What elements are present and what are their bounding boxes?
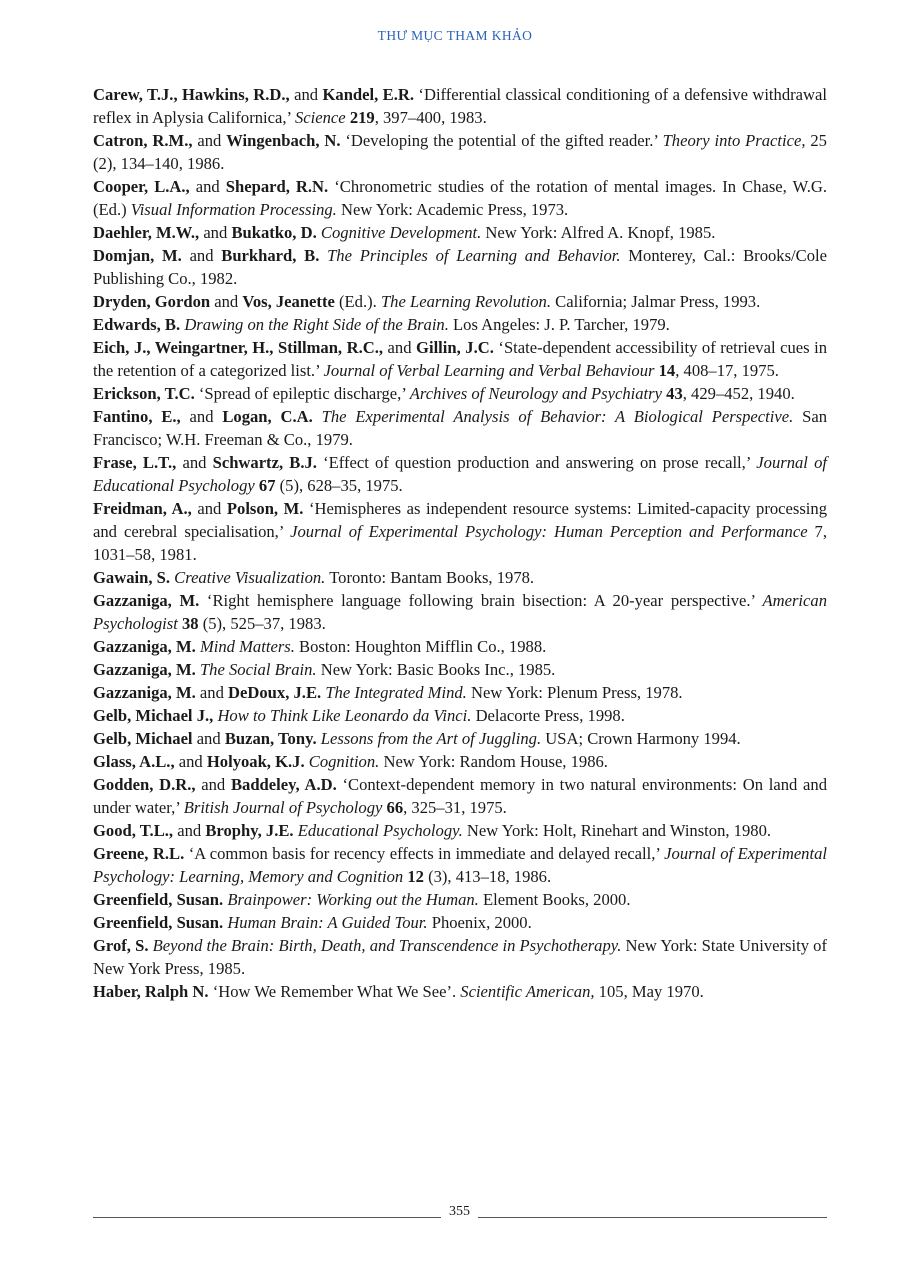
reference-entry [93, 290, 827, 313]
reference-text: and [383, 338, 417, 357]
reference-author: Edwards, B. [93, 315, 181, 334]
reference-entry [93, 635, 827, 658]
reference-text: ‘How We Remember What We See’. [208, 982, 461, 1001]
reference-author: Greene, R.L. [93, 844, 185, 863]
reference-text [313, 407, 322, 426]
reference-title: Cognition. [308, 752, 380, 771]
reference-title: Cognitive Development. [320, 223, 482, 242]
reference-entry [93, 451, 827, 497]
reference-author: Greenfield, Susan. [93, 913, 224, 932]
reference-text: (3), 413–18, 1986. [423, 867, 552, 886]
reference-entry [93, 980, 827, 1003]
reference-author: 66 [386, 798, 404, 817]
reference-entry [93, 566, 827, 589]
reference-author: Godden, D.R., [93, 775, 196, 794]
reference-author: Holyoak, K.J. [206, 752, 305, 771]
reference-text: San Francisco; W.H. Freeman & Co., 1979. [93, 407, 827, 449]
reference-text: California; Jalmar Press, 1993. [551, 292, 761, 311]
reference-text: (5), 525–37, 1983. [198, 614, 326, 633]
reference-text: , 429–452, 1940. [682, 384, 795, 403]
reference-author: Gawain, S. [93, 568, 170, 587]
reference-entry [93, 819, 827, 842]
reference-text: ‘Context-dependent memory in two natural environments: On land and under water,’ [93, 775, 827, 817]
reference-entry [93, 313, 827, 336]
reference-author: Catron, R.M., [93, 131, 193, 150]
reference-text: New York: Plenum Press, 1978. [466, 683, 683, 702]
reference-title: Brainpower: Working out the Human. [227, 890, 479, 909]
reference-text: New York: Holt, Rinehart and Winston, 1980. [462, 821, 772, 840]
reference-text: Boston: Houghton Mifflin Co., 1988. [294, 637, 547, 656]
reference-text: and [176, 453, 213, 472]
reference-author: Gillin, J.C. [416, 338, 494, 357]
reference-text: and [289, 85, 323, 104]
reference-text: and [199, 223, 232, 242]
reference-author: Frase, L.T., [93, 453, 177, 472]
reference-text: and [191, 499, 227, 518]
reference-text: (Ed.). [334, 292, 381, 311]
reference-text: Monterey, Cal.: Brooks/Cole Publishing Co., 1982. [93, 246, 827, 288]
page-footer [93, 1204, 827, 1222]
reference-author: Brophy, J.E. [205, 821, 294, 840]
reference-author: Grof, S. [93, 936, 149, 955]
reference-title: The Experimental Analysis of Behavior: A Biological Perspective. [321, 407, 794, 426]
reference-title: Beyond the Brain: Birth, Death, and Transcendence in Psychotherapy. [152, 936, 622, 955]
reference-list [93, 83, 827, 1003]
reference-author: Gazzaniga, M. [93, 660, 196, 679]
reference-text: and [189, 177, 226, 196]
footer-rule-left [93, 1217, 441, 1218]
reference-title: British Journal of Psychology [183, 798, 383, 817]
reference-entry [93, 382, 827, 405]
reference-title: Scientific American, [460, 982, 595, 1001]
reference-author: 12 [407, 867, 424, 886]
reference-title: Drawing on the Right Side of the Brain. [184, 315, 449, 334]
reference-text: Element Books, 2000. [478, 890, 631, 909]
footer-rule-right [478, 1217, 827, 1218]
reference-title: Creative Visualization. [174, 568, 326, 587]
reference-author: Erickson, T.C. [93, 384, 195, 403]
reference-title: Theory into Practice, [662, 131, 806, 150]
reference-text: and [192, 131, 227, 150]
reference-title: The Integrated Mind. [325, 683, 467, 702]
reference-entry [93, 221, 827, 244]
reference-title: The Social Brain. [199, 660, 317, 679]
reference-author: Gazzaniga, M. [93, 637, 196, 656]
reference-entry [93, 175, 827, 221]
reference-entry [93, 244, 827, 290]
reference-title: Science [294, 108, 346, 127]
reference-author: Dryden, Gordon [93, 292, 211, 311]
reference-text: Delacorte Press, 1998. [471, 706, 625, 725]
reference-entry [93, 129, 827, 175]
reference-author: Schwartz, B.J. [212, 453, 317, 472]
reference-author: DeDoux, J.E. [228, 683, 322, 702]
reference-author: Glass, A.L., [93, 752, 175, 771]
reference-author: Eich, J., Weingartner, H., Stillman, R.C., [93, 338, 384, 357]
reference-text: ‘Differential classical conditioning of a defensive withdrawal reflex in Aplysia Californica,’ [93, 85, 827, 127]
reference-title: Human Brain: A Guided Tour. [227, 913, 428, 932]
reference-text: , 408–17, 1975. [675, 361, 779, 380]
reference-title: Visual Information Processing. [130, 200, 337, 219]
reference-entry [93, 842, 827, 888]
reference-author: Burkhard, B. [221, 246, 320, 265]
reference-author: Shepard, R.N. [225, 177, 329, 196]
reference-author: 14 [658, 361, 676, 380]
reference-author: Gelb, Michael [93, 729, 193, 748]
reference-text: ‘Effect of question production and answering on prose recall,’ [316, 453, 757, 472]
reference-text: New York: Alfred A. Knopf, 1985. [481, 223, 716, 242]
page-number: 355 [449, 1204, 470, 1219]
reference-text: ‘Hemispheres as independent resource systems: Limited-capacity processing and cerebral specialisation,’ [93, 499, 828, 541]
reference-title: Journal of Experimental Psychology: Learning, Memory and Cognition [93, 844, 827, 886]
reference-text: 7, 1031–58, 1981. [93, 522, 827, 564]
reference-entry [93, 704, 827, 727]
reference-text: , 397–400, 1983. [374, 108, 487, 127]
reference-author: 219 [349, 108, 375, 127]
reference-author: Polson, M. [226, 499, 304, 518]
reference-title: The Principles of Learning and Behavior. [327, 246, 621, 265]
reference-text: and [210, 292, 243, 311]
reference-text: (5), 628–35, 1975. [275, 476, 403, 495]
reference-author: Haber, Ralph N. [93, 982, 209, 1001]
reference-text: 105, May 1970. [594, 982, 704, 1001]
reference-entry [93, 681, 827, 704]
reference-author: Vos, Jeanette [242, 292, 335, 311]
reference-author: Carew, T.J., Hawkins, R.D., [93, 85, 290, 104]
reference-text: Phoenix, 2000. [427, 913, 532, 932]
reference-author: Cooper, L.A., [93, 177, 190, 196]
reference-author: Baddeley, A.D. [230, 775, 337, 794]
reference-entry [93, 83, 827, 129]
reference-title: Archives of Neurology and Psychiatry [409, 384, 662, 403]
reference-entry [93, 405, 827, 451]
reference-author: Buzan, Tony. [224, 729, 317, 748]
reference-text: and [173, 821, 206, 840]
reference-text: ‘A common basis for recency effects in immediate and delayed recall,’ [184, 844, 665, 863]
reference-text: ‘Developing the potential of the gifted reader.’ [340, 131, 663, 150]
reference-text: ‘Right hemisphere language following brain bisection: A 20-year perspective.’ [199, 591, 763, 610]
reference-title: Journal of Educational Psychology [93, 453, 827, 495]
reference-title: Mind Matters. [199, 637, 295, 656]
reference-entry [93, 773, 827, 819]
reference-author: Bukatko, D. [231, 223, 317, 242]
reference-author: Gazzaniga, M. [93, 683, 196, 702]
reference-text [319, 246, 327, 265]
reference-title: Journal of Verbal Learning and Verbal Behaviour [323, 361, 655, 380]
reference-title: Educational Psychology. [297, 821, 463, 840]
reference-text: USA; Crown Harmony 1994. [541, 729, 741, 748]
reference-text: and [180, 407, 223, 426]
reference-title: American Psychologist [93, 591, 827, 633]
reference-entry [93, 589, 827, 635]
reference-entry [93, 658, 827, 681]
reference-text: , 325–31, 1975. [403, 798, 507, 817]
reference-author: Good, T.L., [93, 821, 174, 840]
reference-author: Gazzaniga, M. [93, 591, 200, 610]
reference-author: Greenfield, Susan. [93, 890, 224, 909]
reference-author: 67 [258, 476, 276, 495]
reference-entry [93, 336, 827, 382]
reference-text: ‘State-dependent accessibility of retrieval cues in the retention of a categorized list.’ [93, 338, 828, 380]
reference-author: 43 [666, 384, 683, 403]
reference-entry [93, 727, 827, 750]
reference-entry [93, 750, 827, 773]
reference-author: Gelb, Michael J., [93, 706, 214, 725]
reference-author: Fantino, E., [93, 407, 181, 426]
running-header: THƯ MỤC THAM KHẢO [377, 28, 533, 43]
reference-text: and [174, 752, 207, 771]
reference-text: Toronto: Bantam Books, 1978. [325, 568, 535, 587]
reference-author: Wingenbach, N. [226, 131, 341, 150]
reference-text: 25 (2), 134–140, 1986. [93, 131, 827, 173]
reference-author: 38 [181, 614, 199, 633]
reference-author: Daehler, M.W., [93, 223, 200, 242]
reference-text: and [181, 246, 222, 265]
reference-title: Lessons from the Art of Juggling. [320, 729, 542, 748]
reference-text: New York: Basic Books Inc., 1985. [316, 660, 556, 679]
reference-author: Logan, C.A. [222, 407, 313, 426]
reference-title: The Learning Revolution. [380, 292, 552, 311]
reference-text: and [192, 729, 225, 748]
reference-entry [93, 888, 827, 911]
reference-entry [93, 497, 827, 566]
reference-text: and [195, 683, 229, 702]
reference-text: New York: Academic Press, 1973. [336, 200, 569, 219]
reference-entry [93, 934, 827, 980]
reference-author: Domjan, M. [93, 246, 182, 265]
reference-entry [93, 911, 827, 934]
reference-text: and [195, 775, 231, 794]
reference-text: New York: State University of New York Press, 1985. [93, 936, 827, 978]
reference-author: Freidman, A., [93, 499, 192, 518]
reference-title: How to Think Like Leonardo da Vinci. [217, 706, 472, 725]
reference-text: ‘Chronometric studies of the rotation of mental images. In Chase, W.G. (Ed.) [93, 177, 827, 219]
reference-author: Kandel, E.R. [322, 85, 415, 104]
reference-title: Journal of Experimental Psychology: Human Perception and Performance [290, 522, 808, 541]
reference-text: Los Angeles: J. P. Tarcher, 1979. [448, 315, 670, 334]
reference-text: ‘Spread of epileptic discharge,’ [194, 384, 410, 403]
reference-text: New York: Random House, 1986. [379, 752, 608, 771]
